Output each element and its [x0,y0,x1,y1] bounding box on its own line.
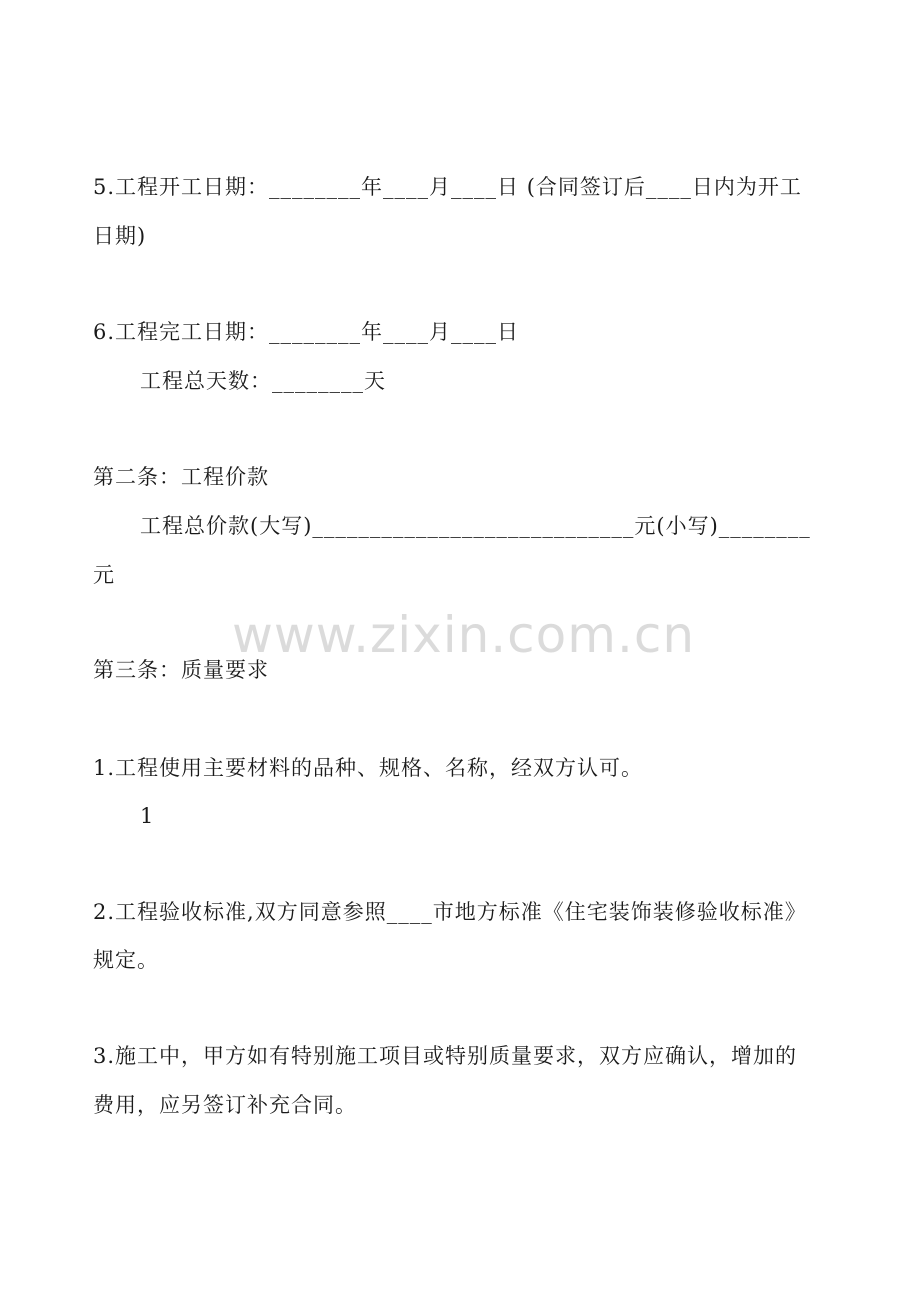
article-three-heading: 第三条：质量要求 [93,658,269,682]
total-price-line-cont: 元 [93,563,115,587]
quality-item-3-cont: 费用，应另签订补充合同。 [93,1093,357,1117]
page-number: 1 [140,804,155,828]
quality-item-2-cont: 规定。 [93,948,159,972]
total-days-line: 工程总天数：________天 [140,369,386,393]
quality-item-2: 2.工程验收标准,双方同意参照____市地方标准《住宅装饰装修验收标准》 [93,900,807,924]
quality-item-3: 3.施工中，甲方如有特别施工项目或特别质量要求，双方应确认，增加的 [93,1044,798,1068]
total-price-line: 工程总价款(大写)____________________________元(小写)________ [140,514,811,538]
start-date-line-cont: 日期) [93,224,147,248]
quality-item-1: 1.工程使用主要材料的品种、规格、名称，经双方认可。 [93,756,644,780]
end-date-line: 6.工程完工日期：________年____月____日 [93,320,520,344]
watermark: www.zixin.com.cn [232,606,696,664]
article-two-heading: 第二条：工程价款 [93,465,269,489]
start-date-line: 5.工程开工日期：________年____月____日 (合同签订后____日内为开工 [93,175,802,199]
